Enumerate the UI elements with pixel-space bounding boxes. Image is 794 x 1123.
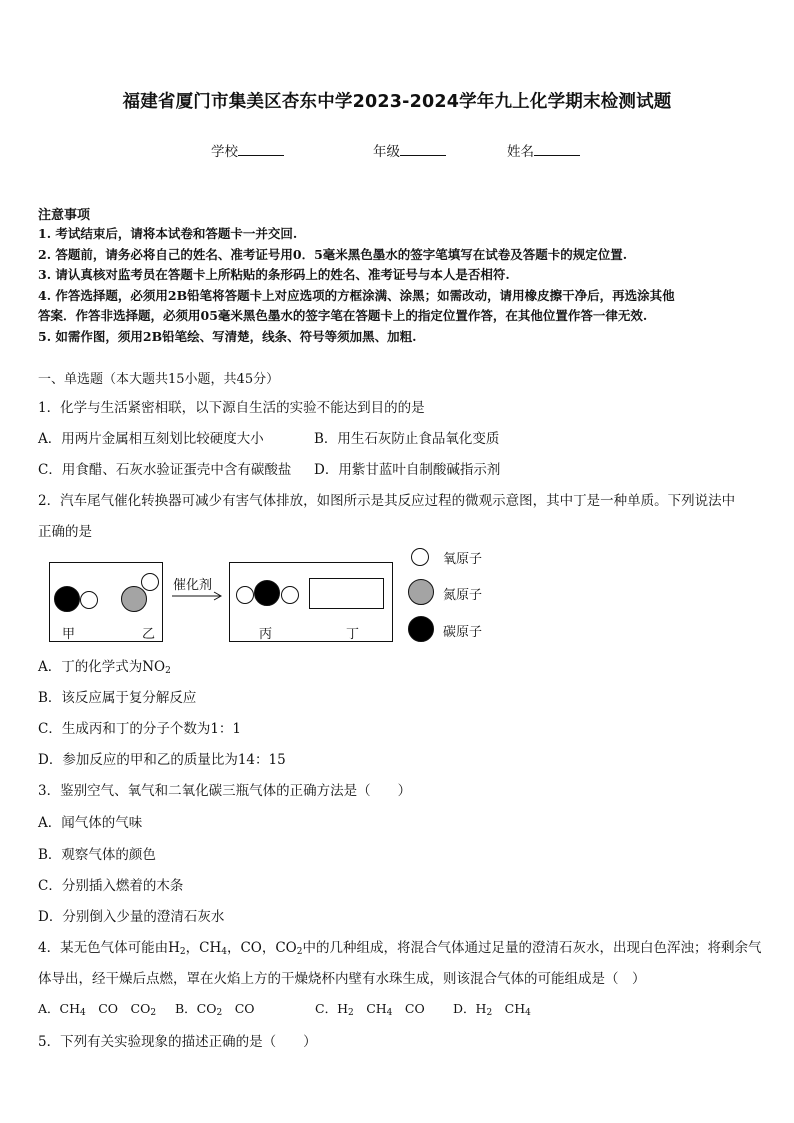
legend-carbon-label: 碳原子: [443, 625, 483, 640]
subscript: 4: [525, 1008, 531, 1018]
q1-option-a[interactable]: A．用两片金属相互刻划比较硬度大小: [38, 431, 264, 447]
q1-option-c[interactable]: C．用食醋、石灰水验证蛋壳中含有碳酸盐: [38, 462, 292, 478]
option-text: CH: [353, 1001, 387, 1016]
q2-option-b[interactable]: B．该反应属于复分解反应: [38, 690, 197, 706]
notice-item: 答案．作答非选择题，必须用05毫米黑色墨水的签字笔在答题卡上的指定位置作答，在其他位置作答一律无效.: [38, 308, 648, 323]
q3-option-d[interactable]: D．分别倒入少量的澄清石灰水: [38, 909, 225, 925]
subscript: 2: [296, 947, 303, 957]
carbon-atom: [254, 580, 280, 606]
legend-carbon-icon: [408, 616, 434, 642]
name-field: [507, 140, 580, 160]
reaction-arrow: [170, 590, 226, 602]
subscript: 2: [486, 1008, 493, 1018]
notice-heading: 注意事项: [38, 208, 91, 223]
q2-option-c[interactable]: C．生成丙和丁的分子个数为1：1: [38, 721, 242, 737]
page-title: 福建省厦门市集美区杏东中学2023-2024学年九上化学期末检测试题: [122, 92, 672, 112]
subscript: 2: [179, 947, 186, 957]
option-text: C．H: [315, 1001, 348, 1016]
stem-text: ，CO，CO: [226, 940, 297, 956]
notice-item: 4. 作答选择题，必须用2B铅笔将答题卡上对应选项的方框涂满、涂黑；如需改动，请用橡皮擦干净后，再选涂其他: [38, 288, 675, 303]
subscript: 4: [221, 947, 227, 957]
notice-item: 2. 答题前，请务必将自己的姓名、准考证号用0．5毫米黑色墨水的签字笔填写在试卷及答题卡的规定位置.: [38, 247, 628, 262]
q1-option-b[interactable]: B．用生石灰防止食品氧化变质: [314, 431, 500, 447]
subscript: 4: [80, 1008, 86, 1018]
oxygen-atom: [281, 586, 299, 604]
unknown-molecule-box: [309, 578, 384, 609]
q2-option-a[interactable]: [38, 655, 171, 676]
q2-option-d[interactable]: D．参加反应的甲和乙的质量比为14：15: [38, 752, 286, 768]
q3-option-b[interactable]: B．观察气体的颜色: [38, 847, 156, 863]
option-text: A．CH: [38, 1001, 80, 1016]
option-text: B．CO: [175, 1001, 217, 1016]
oxygen-atom: [141, 573, 159, 591]
grade-label: 年级: [373, 144, 400, 160]
subscript: 4: [386, 1008, 393, 1018]
stem-text: ，CH: [185, 940, 222, 956]
legend-oxygen-label: 氧原子: [443, 552, 483, 567]
q4-option-a[interactable]: [38, 999, 156, 1018]
option-text: CO: [222, 1001, 255, 1016]
q1-option-d[interactable]: D．用紫甘蓝叶自制酸碱指示剂: [314, 462, 501, 478]
school-blank[interactable]: [238, 143, 284, 156]
subscript: 2: [165, 666, 171, 676]
stem-text: 中的几种组成，将混合气体通过足量的澄清石灰水，出现白色浑浊；将剩余气: [302, 940, 762, 956]
question-2-stem: 2．汽车尾气催化转换器可减少有害气体排放，如图所示是其反应过程的微观示意图，其中丁是一种单质。下列说法中: [38, 493, 736, 509]
grade-blank[interactable]: [400, 143, 446, 156]
stem-text: 4．某无色气体可能由H: [38, 940, 180, 956]
option-text: CH: [492, 1001, 526, 1016]
option-text: D．H: [453, 1001, 487, 1016]
notice-item: 3. 请认真核对监考员在答题卡上所粘贴的条形码上的姓名、准考证号与本人是否相符.: [38, 267, 510, 282]
school-label: 学校: [211, 144, 238, 160]
q4-option-b[interactable]: [175, 999, 255, 1018]
nitrogen-atom: [121, 586, 147, 612]
carbon-atom: [54, 586, 80, 612]
section-heading: 一、单选题（本大题共15小题，共45分）: [38, 372, 280, 387]
question-4-stem-cont: 体导出，经干燥后点燃，罩在火焰上方的干燥烧杯内壁有水珠生成，则该混合气体的可能组成是（ ）: [38, 971, 646, 987]
q4-option-d[interactable]: [453, 999, 531, 1018]
q4-option-c[interactable]: [315, 999, 425, 1018]
q2-option-a-text: A．丁的化学式为NO: [38, 659, 166, 675]
notice-item: 1. 考试结束后，请将本试卷和答题卡一并交回.: [38, 226, 298, 241]
subscript: 2: [216, 1008, 223, 1018]
grade-field: [373, 140, 446, 160]
legend-nitrogen-label: 氮原子: [443, 588, 483, 603]
label-jia: 甲: [62, 627, 76, 642]
q3-option-c[interactable]: C．分别插入燃着的木条: [38, 878, 184, 894]
legend-oxygen-icon: [411, 548, 429, 566]
question-1-stem: 1．化学与生活紧密相联，以下源自生活的实验不能达到目的的是: [38, 400, 425, 416]
label-ding: 丁: [346, 627, 360, 642]
legend-nitrogen-icon: [408, 579, 434, 605]
question-2-stem-cont: 正确的是: [38, 524, 92, 540]
question-4-stem: [38, 936, 761, 957]
option-text: CO: [392, 1001, 425, 1016]
q3-option-a[interactable]: A．闻气体的气味: [38, 815, 143, 831]
option-text: CO CO: [85, 1001, 151, 1016]
label-bing: 丙: [259, 627, 273, 642]
name-label: 姓名: [507, 144, 534, 160]
question-5-stem: 5．下列有关实验现象的描述正确的是（ ）: [38, 1034, 317, 1050]
label-yi: 乙: [142, 627, 156, 642]
name-blank[interactable]: [534, 143, 580, 156]
notice-item: 5. 如需作图，须用2B铅笔绘、写清楚，线条、符号等须加黑、加粗.: [38, 329, 417, 344]
school-field: [211, 140, 284, 160]
question-3-stem: 3．鉴别空气、氧气和二氧化碳三瓶气体的正确方法是（ ）: [38, 783, 412, 799]
subscript: 2: [347, 1008, 354, 1018]
catalyst-label: 催化剂: [173, 578, 213, 593]
oxygen-atom: [80, 591, 98, 609]
subscript: 2: [150, 1008, 157, 1018]
oxygen-atom: [236, 586, 254, 604]
